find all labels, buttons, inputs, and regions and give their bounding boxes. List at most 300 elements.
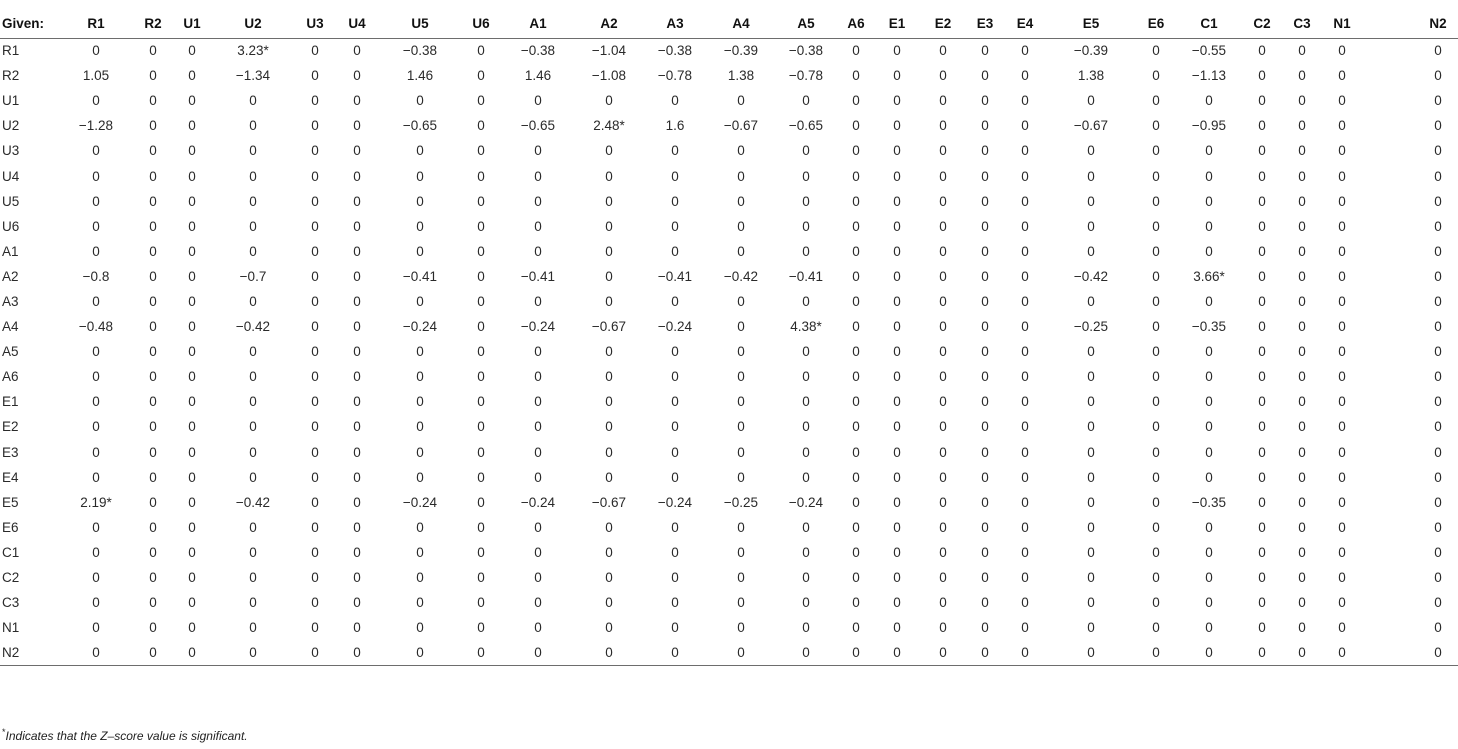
- table-cell: 0: [605, 268, 613, 284]
- table-cell: 0: [1338, 369, 1346, 385]
- table-cell: 0: [1298, 620, 1306, 636]
- table-cell: 0: [939, 43, 947, 59]
- footnote-text: Indicates that the Z–score value is significant.: [5, 729, 248, 743]
- table-cell: 0: [477, 620, 485, 636]
- table-cell: 0: [852, 369, 860, 385]
- table-cell: 0: [1434, 43, 1442, 59]
- table-cell: 0: [671, 519, 679, 535]
- table-cell: 0: [1021, 319, 1029, 335]
- table-cell: 0: [311, 293, 319, 309]
- table-cell: 0: [671, 369, 679, 385]
- table-cell: 0: [1021, 93, 1029, 109]
- table-cell: 0: [1258, 218, 1266, 234]
- table-cell: −0.41: [520, 268, 556, 284]
- table-cell: 0: [1338, 469, 1346, 485]
- table-cell: 0: [981, 419, 989, 435]
- table-cell: 0: [939, 143, 947, 159]
- table-cell: 0: [1205, 293, 1213, 309]
- table-cell: 0: [1176, 640, 1242, 665]
- table-cell: 0: [1258, 394, 1266, 410]
- table-cell: 0: [353, 544, 361, 560]
- table-cell: 0: [1021, 620, 1029, 636]
- table-cell: 0: [477, 544, 485, 560]
- table-cell: 0: [477, 344, 485, 360]
- table-cell: 0: [737, 243, 745, 259]
- table-cell: 0: [149, 193, 157, 209]
- header-row: [0, 9, 1458, 38]
- table-cell: 0: [1258, 93, 1266, 109]
- table-cell: 1.38: [727, 68, 755, 84]
- table-cell: 0: [353, 43, 361, 59]
- table-cell: 0: [1087, 193, 1095, 209]
- table-cell: −1.28: [78, 118, 114, 134]
- table-cell: −0.24: [657, 494, 693, 510]
- table-cell: 0: [852, 620, 860, 636]
- table-cell: 0: [1205, 544, 1213, 560]
- table-cell: −0.67: [1073, 118, 1109, 134]
- table-cell: 0: [1298, 143, 1306, 159]
- table-cell: 0: [477, 243, 485, 259]
- table-cell: 0: [939, 494, 947, 510]
- table-cell: 0: [311, 43, 319, 59]
- table-cell: 0: [1434, 218, 1442, 234]
- table-cell: 0: [802, 193, 810, 209]
- table-cell: 0: [737, 419, 745, 435]
- row-label: E6: [2, 519, 19, 535]
- table-cell: 0: [1298, 444, 1306, 460]
- table-cell: 0: [92, 93, 100, 109]
- table-cell: 0: [249, 369, 257, 385]
- table-cell: 0: [939, 218, 947, 234]
- table-cell: 0: [1205, 218, 1213, 234]
- table-cell: 0: [981, 218, 989, 234]
- table-cell: 0: [1087, 620, 1095, 636]
- table-cell: 0: [981, 93, 989, 109]
- table-row: [0, 163, 1458, 188]
- table-cell: 0: [1298, 118, 1306, 134]
- table-cell: 0: [1434, 344, 1442, 360]
- column-header-u6: U6: [462, 9, 500, 38]
- table-cell: 0: [1087, 519, 1095, 535]
- table-cell: 0: [1087, 168, 1095, 184]
- row-label: N2: [0, 640, 58, 665]
- table-cell: 0: [605, 344, 613, 360]
- table-cell: 0: [1434, 469, 1442, 485]
- table-cell: 0: [249, 519, 257, 535]
- table-cell: 0: [1087, 218, 1095, 234]
- table-cell: 0: [188, 494, 196, 510]
- table-cell: 0: [893, 570, 901, 586]
- table-cell: 0: [1152, 218, 1160, 234]
- table-cell: 0: [737, 344, 745, 360]
- table-cell: 0: [1298, 293, 1306, 309]
- table-cell: 0: [92, 469, 100, 485]
- table-cell: 0: [1205, 93, 1213, 109]
- table-cell: 0: [939, 268, 947, 284]
- table-cell: −0.35: [1191, 494, 1227, 510]
- table-cell: 0: [477, 570, 485, 586]
- table-cell: 0: [852, 494, 860, 510]
- table-cell: 0: [188, 319, 196, 335]
- table-cell: 0: [416, 444, 424, 460]
- table-cell: 0: [671, 469, 679, 485]
- column-header-c2: C2: [1242, 9, 1282, 38]
- table-cell: 0: [249, 469, 257, 485]
- table-cell: 0: [58, 640, 134, 665]
- table-cell: 0: [534, 243, 542, 259]
- table-cell: 0: [605, 595, 613, 611]
- table-cell: −0.42: [235, 494, 271, 510]
- table-cell: 0: [852, 469, 860, 485]
- table-cell: 0: [852, 595, 860, 611]
- table-cell: 0: [939, 319, 947, 335]
- table-cell: 0: [605, 243, 613, 259]
- table-cell: 0: [1258, 243, 1266, 259]
- table-cell: 0: [1434, 444, 1442, 460]
- table-cell: 0: [500, 640, 576, 665]
- row-label: A1: [2, 243, 19, 259]
- column-header-r1: R1: [58, 9, 134, 38]
- table-row: [0, 389, 1458, 414]
- table-cell: 0: [1021, 344, 1029, 360]
- table-cell: −0.24: [520, 319, 556, 335]
- table-cell: 0: [1298, 319, 1306, 335]
- column-header-u3: U3: [294, 9, 336, 38]
- table-cell: 0: [311, 268, 319, 284]
- table-cell: 0: [605, 168, 613, 184]
- row-label: E5: [2, 494, 19, 510]
- table-cell: 0: [893, 344, 901, 360]
- table-cell: 0: [1434, 419, 1442, 435]
- row-label: C3: [2, 595, 20, 611]
- table-cell: 0: [1298, 394, 1306, 410]
- table-cell: 2.48*: [593, 118, 625, 134]
- table-cell: 0: [893, 544, 901, 560]
- table-cell: 0: [92, 595, 100, 611]
- table-cell: 0: [1258, 143, 1266, 159]
- table-cell: 0: [311, 469, 319, 485]
- table-cell: 0: [981, 168, 989, 184]
- table-cell: −0.41: [788, 268, 824, 284]
- table-cell: 0: [1152, 469, 1160, 485]
- table-cell: −0.8: [82, 268, 110, 284]
- table-cell: 0: [1434, 369, 1442, 385]
- table-cell: 0: [1152, 570, 1160, 586]
- table-cell: 0: [92, 544, 100, 560]
- table-cell: 0: [1298, 494, 1306, 510]
- column-header-u1: U1: [172, 9, 212, 38]
- table-cell: 0: [1322, 640, 1362, 665]
- table-cell: 0: [939, 419, 947, 435]
- table-cell: 0: [852, 419, 860, 435]
- table-cell: 0: [172, 640, 212, 665]
- table-cell: 0: [802, 218, 810, 234]
- table-row: [0, 264, 1458, 289]
- table-cell: 0: [534, 519, 542, 535]
- column-header-r2: R2: [134, 9, 172, 38]
- table-cell: 0: [149, 68, 157, 84]
- table-cell: 0: [838, 640, 874, 665]
- table-cell: −0.38: [788, 43, 824, 59]
- table-cell: 0: [477, 319, 485, 335]
- table-cell: 0: [1434, 68, 1442, 84]
- table-cell: 0: [92, 344, 100, 360]
- table-cell: 0: [1434, 118, 1442, 134]
- table-cell: 0: [939, 519, 947, 535]
- table-cell: 3.23*: [237, 43, 269, 59]
- table-cell: 0: [477, 143, 485, 159]
- table-cell: 0: [1258, 268, 1266, 284]
- table-cell: 0: [92, 519, 100, 535]
- table-cell: 0: [249, 344, 257, 360]
- table-cell: 0: [1298, 519, 1306, 535]
- table-cell: 0: [893, 595, 901, 611]
- table-cell: 0: [1152, 43, 1160, 59]
- table-cell: 0: [1258, 620, 1266, 636]
- table-cell: 0: [1338, 243, 1346, 259]
- table-row: [0, 490, 1458, 515]
- table-cell: 0: [981, 268, 989, 284]
- table-cell: 0: [311, 344, 319, 360]
- table-cell: 0: [416, 620, 424, 636]
- table-cell: 0: [774, 640, 838, 665]
- table-cell: 0: [852, 394, 860, 410]
- table-cell: 0: [939, 595, 947, 611]
- table-cell: 0: [1338, 344, 1346, 360]
- table-cell: 0: [1087, 344, 1095, 360]
- table-cell: 0: [188, 595, 196, 611]
- table-cell: −0.25: [1073, 319, 1109, 335]
- table-cell: 0: [671, 444, 679, 460]
- table-cell: −0.48: [78, 319, 114, 335]
- table-cell: 0: [212, 640, 294, 665]
- table-cell: 0: [149, 268, 157, 284]
- table-cell: 0: [981, 494, 989, 510]
- table-cell: 1.6: [665, 118, 685, 134]
- table-cell: 0: [1362, 640, 1458, 665]
- table-cell: 0: [1434, 494, 1442, 510]
- table-cell: 0: [1338, 68, 1346, 84]
- table-cell: 0: [893, 68, 901, 84]
- column-header-e5: E5: [1046, 9, 1136, 38]
- table-cell: 0: [311, 168, 319, 184]
- table-cell: 0: [249, 118, 257, 134]
- footnote-marker: *: [2, 727, 6, 737]
- table-cell: 0: [1152, 620, 1160, 636]
- footnote: [2, 727, 248, 743]
- table-cell: 0: [249, 394, 257, 410]
- table-cell: 0: [353, 93, 361, 109]
- table-cell: −0.67: [591, 319, 627, 335]
- table-cell: 0: [852, 344, 860, 360]
- table-cell: 0: [671, 168, 679, 184]
- table-cell: 0: [353, 319, 361, 335]
- table-cell: 0: [249, 293, 257, 309]
- table-cell: 0: [939, 444, 947, 460]
- table-cell: 0: [149, 394, 157, 410]
- table-cell: 0: [1258, 68, 1266, 84]
- table-cell: 0: [1434, 544, 1442, 560]
- table-cell: 0: [1338, 93, 1346, 109]
- table-cell: 1.46: [406, 68, 434, 84]
- table-cell: 0: [893, 243, 901, 259]
- table-cell: 0: [477, 519, 485, 535]
- table-cell: −0.7: [239, 268, 267, 284]
- table-cell: 0: [1258, 544, 1266, 560]
- table-cell: 0: [671, 143, 679, 159]
- table-row: [0, 540, 1458, 565]
- table-cell: 0: [1021, 193, 1029, 209]
- table-cell: −0.67: [591, 494, 627, 510]
- table-cell: 0: [1021, 519, 1029, 535]
- table-cell: 0: [149, 595, 157, 611]
- table-row: [0, 189, 1458, 214]
- table-row: [0, 38, 1458, 63]
- table-cell: 0: [1205, 143, 1213, 159]
- table-cell: −0.24: [788, 494, 824, 510]
- table-cell: −0.24: [657, 319, 693, 335]
- row-label: A4: [2, 319, 19, 335]
- row-label: A5: [2, 344, 19, 360]
- table-cell: 0: [671, 570, 679, 586]
- table-cell: 0: [1205, 419, 1213, 435]
- table-cell: 0: [605, 544, 613, 560]
- table-cell: 0: [311, 394, 319, 410]
- table-cell: 0: [353, 620, 361, 636]
- row-label: U3: [2, 143, 20, 159]
- table-cell: 0: [939, 118, 947, 134]
- column-header-e4: E4: [1004, 9, 1046, 38]
- table-cell: 0: [939, 469, 947, 485]
- table-cell: 0: [92, 570, 100, 586]
- table-cell: 0: [477, 93, 485, 109]
- table-cell: 0: [311, 118, 319, 134]
- table-cell: 0: [249, 143, 257, 159]
- table-cell: 0: [149, 620, 157, 636]
- table-cell: 0: [939, 369, 947, 385]
- column-header-n2: N2: [1362, 9, 1458, 38]
- table-cell: 0: [1152, 419, 1160, 435]
- table-cell: 0: [477, 68, 485, 84]
- table-cell: 0: [802, 595, 810, 611]
- table-cell: 0: [92, 193, 100, 209]
- table-cell: 0: [311, 93, 319, 109]
- table-cell: 0: [852, 218, 860, 234]
- table-cell: 0: [981, 118, 989, 134]
- table-cell: 0: [149, 93, 157, 109]
- table-cell: 0: [802, 469, 810, 485]
- table-cell: 0: [1087, 494, 1095, 510]
- table-cell: 0: [576, 640, 642, 665]
- table-cell: 0: [802, 519, 810, 535]
- table-cell: 0: [416, 419, 424, 435]
- table-cell: 0: [802, 394, 810, 410]
- table-cell: 0: [416, 143, 424, 159]
- table-cell: 0: [1434, 143, 1442, 159]
- row-label: U2: [2, 118, 20, 134]
- table-cell: 0: [534, 193, 542, 209]
- table-cell: 0: [1338, 444, 1346, 460]
- table-row: [0, 515, 1458, 540]
- table-cell: 0: [1258, 444, 1266, 460]
- table-cell: 0: [1338, 595, 1346, 611]
- table-cell: −0.55: [1191, 43, 1227, 59]
- column-header-a2: A2: [576, 9, 642, 38]
- table-cell: 0: [1046, 640, 1136, 665]
- table-cell: 0: [336, 640, 378, 665]
- table-cell: 0: [188, 394, 196, 410]
- table-cell: 0: [1298, 344, 1306, 360]
- table-cell: 0: [1338, 218, 1346, 234]
- table-cell: 0: [188, 293, 196, 309]
- row-label: N1: [2, 620, 20, 636]
- table-cell: 0: [534, 218, 542, 234]
- table-cell: 0: [981, 369, 989, 385]
- table-cell: 0: [1087, 595, 1095, 611]
- column-header-c1: C1: [1176, 9, 1242, 38]
- row-label: A3: [2, 293, 19, 309]
- table-cell: 0: [149, 143, 157, 159]
- table-cell: 0: [149, 218, 157, 234]
- table-cell: 0: [981, 143, 989, 159]
- table-cell: 0: [311, 494, 319, 510]
- table-cell: 0: [353, 444, 361, 460]
- table-cell: 0: [852, 193, 860, 209]
- table-cell: 0: [605, 570, 613, 586]
- table-cell: 0: [1434, 243, 1442, 259]
- table-cell: 0: [802, 369, 810, 385]
- table-cell: 0: [708, 640, 774, 665]
- table-cell: 0: [1152, 268, 1160, 284]
- table-cell: 0: [1298, 595, 1306, 611]
- table-cell: 0: [353, 369, 361, 385]
- table-cell: 0: [939, 168, 947, 184]
- table-cell: 0: [671, 620, 679, 636]
- table-cell: 0: [737, 93, 745, 109]
- table-cell: 0: [1152, 293, 1160, 309]
- table-cell: 0: [92, 293, 100, 309]
- table-cell: 0: [416, 344, 424, 360]
- table-cell: −0.95: [1191, 118, 1227, 134]
- table-cell: 0: [939, 544, 947, 560]
- table-cell: 0: [1338, 118, 1346, 134]
- table-cell: 0: [802, 444, 810, 460]
- table-cell: 0: [852, 68, 860, 84]
- table-cell: 0: [981, 68, 989, 84]
- row-label: U4: [2, 168, 20, 184]
- table-cell: 0: [311, 444, 319, 460]
- table-cell: 0: [852, 43, 860, 59]
- table-cell: 0: [1298, 369, 1306, 385]
- table-cell: 0: [416, 519, 424, 535]
- table-cell: 0: [1087, 394, 1095, 410]
- table-cell: 0: [353, 293, 361, 309]
- table-cell: 0: [416, 394, 424, 410]
- table-cell: 0: [311, 243, 319, 259]
- table-cell: 0: [1152, 143, 1160, 159]
- table-cell: 0: [1021, 369, 1029, 385]
- table-cell: 0: [92, 419, 100, 435]
- table-cell: 0: [1298, 570, 1306, 586]
- table-cell: 0: [416, 369, 424, 385]
- table-cell: 0: [188, 93, 196, 109]
- table-cell: 0: [893, 143, 901, 159]
- table-cell: 0: [605, 193, 613, 209]
- table-row: [0, 239, 1458, 264]
- table-cell: 0: [1298, 419, 1306, 435]
- table-cell: 0: [311, 519, 319, 535]
- table-cell: 0: [893, 268, 901, 284]
